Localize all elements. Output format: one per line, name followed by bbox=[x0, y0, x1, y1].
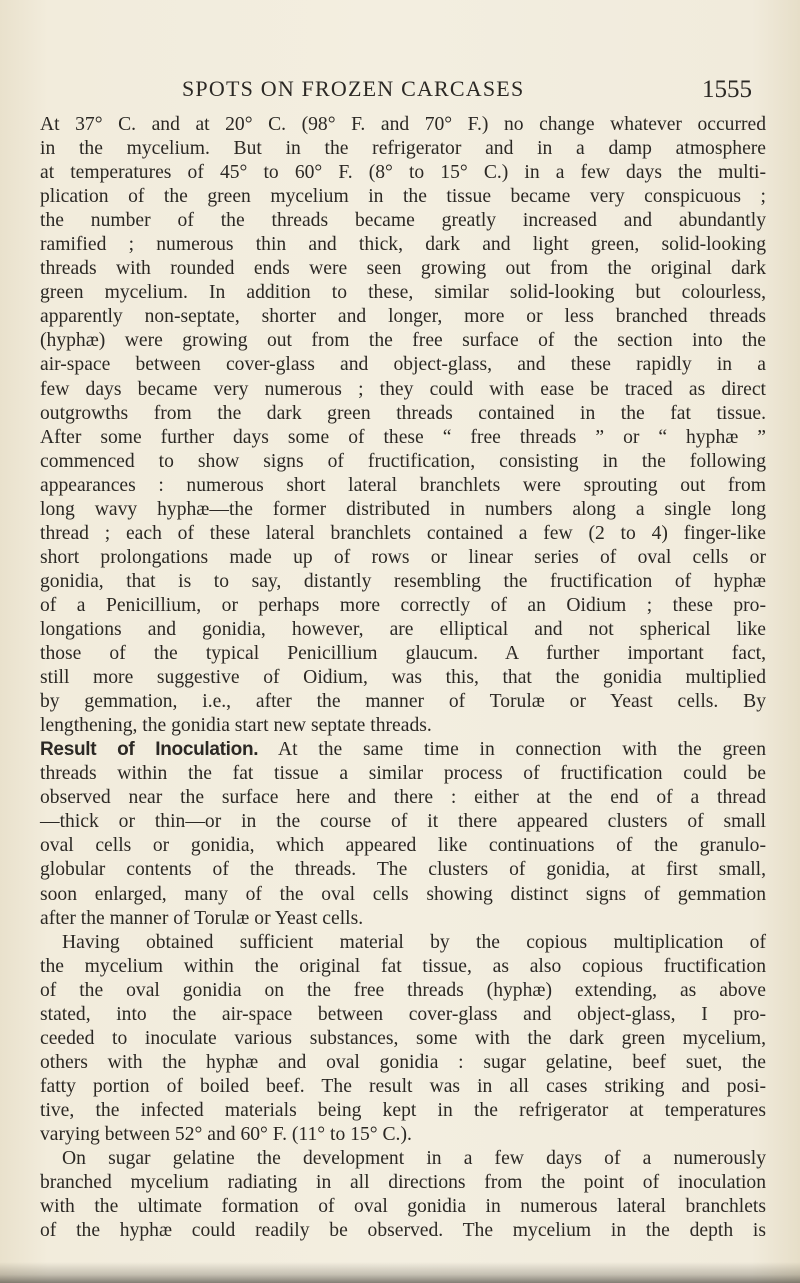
text-line: ceeded to inoculate various substances, some with the dark green mycelium, bbox=[40, 1027, 766, 1049]
text-line: After some further days some of these “ free threads ” or “ hyphæ ” bbox=[40, 426, 766, 448]
text-line: long wavy hyphæ—the former distributed in numbers along a single long bbox=[40, 498, 766, 520]
text-line: soon enlarged, many of the oval cells showing distinct signs of gemmation bbox=[40, 883, 766, 905]
text-line: green mycelium. In addition to these, similar solid-looking but colourless, bbox=[40, 282, 766, 304]
text-line: appearances : numerous short lateral branchlets were sprouting out from bbox=[40, 474, 766, 496]
text-line: stated, into the air-space between cover-glass and object-glass, I pro- bbox=[40, 1003, 766, 1025]
text-line: of a Penicillium, or perhaps more correctly of an Oidium ; these pro- bbox=[40, 594, 766, 616]
text-line: the mycelium within the original fat tissue, as also copious fructification bbox=[40, 955, 766, 977]
text-line: varying between 52° and 60° F. (11° to 15° C.). bbox=[40, 1123, 412, 1145]
text-line: At 37° C. and at 20° C. (98° F. and 70° F.) no change whatever occurred bbox=[40, 114, 766, 135]
text-line: oval cells or gonidia, which appeared like continuations of the granulo- bbox=[40, 835, 766, 857]
text-line: fatty portion of boiled beef. The result was in all cases striking and posi- bbox=[40, 1075, 766, 1097]
page-bottom-shadow bbox=[0, 1262, 800, 1283]
text-line: tive, the infected materials being kept in the refrigerator at temperatures bbox=[40, 1099, 766, 1121]
text-line: after the manner of Torulæ or Yeast cells. bbox=[40, 907, 364, 929]
text-line: others with the hyphæ and oval gonidia : sugar gelatine, beef suet, the bbox=[40, 1051, 766, 1073]
text-line: Having obtained sufficient material by the copious multiplication of bbox=[62, 931, 766, 953]
text-line: apparently non-septate, shorter and longer, more or less branched threads bbox=[40, 306, 766, 328]
text-line: in the mycelium. But in the refrigerator and in a damp atmosphere bbox=[40, 138, 766, 160]
text-line: by gemmation, i.e., after the manner of Torulæ or Yeast cells. By bbox=[40, 691, 766, 713]
text-line: few days became very numerous ; they could with ease be traced as direct bbox=[40, 378, 766, 400]
running-head bbox=[0, 74, 800, 108]
text-line: On sugar gelatine the development in a few days of a numerously bbox=[62, 1148, 766, 1170]
running-title: SPOTS ON FROZEN CARCASES bbox=[182, 76, 525, 101]
text-line: commenced to show signs of fructification, consisting in the following bbox=[40, 450, 766, 472]
text-line: —thick or thin—or in the course of it there appeared clusters of small bbox=[40, 811, 766, 833]
text-line: of the hyphæ could readily be observed. The mycelium in the depth is bbox=[40, 1220, 766, 1242]
text-line: branched mycelium radiating in all directions from the point of inoculation bbox=[40, 1172, 766, 1194]
text-line: short prolongations made up of rows or linear series of oval cells or bbox=[40, 546, 766, 568]
text-line: globular contents of the threads. The clusters of gonidia, at first small, bbox=[40, 859, 766, 881]
text-line: longations and gonidia, however, are elliptical and not spherical like bbox=[40, 618, 766, 640]
text-line: (hyphæ) were growing out from the free surface of the section into the bbox=[40, 330, 766, 352]
section-first-line bbox=[40, 738, 766, 762]
text-line: of the oval gonidia on the free threads (hyphæ) extending, as above bbox=[40, 979, 766, 1001]
text-line: ramified ; numerous thin and thick, dark and light green, solid-looking bbox=[40, 234, 766, 256]
text-line: at temperatures of 45° to 60° F. (8° to 15° C.) in a few days the multi- bbox=[40, 162, 766, 184]
text-line: air-space between cover-glass and object-glass, and these rapidly in a bbox=[40, 354, 766, 376]
section-first-line-text: At the same time in connection with the green bbox=[277, 739, 766, 761]
text-line: observed near the surface here and there : either at the end of a thread bbox=[40, 787, 766, 809]
text-line: thread ; each of these lateral branchlets contained a few (2 to 4) finger-like bbox=[40, 522, 766, 544]
text-line: still more suggestive of Oidium, was this, that the gonidia multiplied bbox=[40, 667, 766, 689]
section-heading: Result of Inoculation. bbox=[40, 739, 259, 761]
text-line: those of the typical Penicillium glaucum. A further important fact, bbox=[40, 643, 766, 665]
page-number: 1555 bbox=[702, 76, 752, 103]
text-line: threads within the fat tissue a similar process of fructification could be bbox=[40, 763, 766, 785]
body-text bbox=[40, 113, 766, 1243]
text-line: gonidia, that is to say, distantly resembling the fructification of hyphæ bbox=[40, 570, 766, 592]
text-line: lengthening, the gonidia start new septate threads. bbox=[40, 715, 432, 737]
text-line: outgrowths from the dark green threads contained in the fat tissue. bbox=[40, 402, 766, 424]
text-line: the number of the threads became greatly increased and abundantly bbox=[40, 210, 766, 232]
text-line: threads with rounded ends were seen growing out from the original dark bbox=[40, 258, 766, 280]
text-line: plication of the green mycelium in the tissue became very conspicuous ; bbox=[40, 186, 766, 208]
text-line: with the ultimate formation of oval gonidia in numerous lateral branchlets bbox=[40, 1196, 766, 1218]
